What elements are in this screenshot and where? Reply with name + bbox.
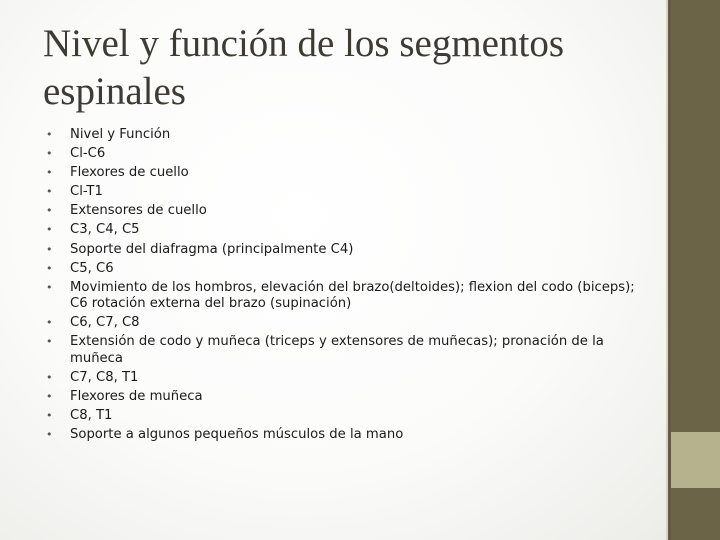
bullet-icon: • (46, 316, 53, 330)
list-item-text: Nivel y Función (70, 127, 171, 142)
bullet-icon: • (46, 166, 53, 180)
bullet-icon: • (46, 409, 53, 423)
list-item (46, 427, 651, 444)
list-item (46, 408, 651, 425)
bullet-icon: • (46, 223, 53, 237)
list-item (46, 242, 651, 259)
list-item-text: C7, C8, T1 (70, 370, 139, 386)
list-item (46, 389, 651, 406)
list-item (46, 261, 651, 278)
list-item-text: Movimiento de los hombros, elevación del brazo(deltoides); flexion del codo (biceps); C6 rotación externa del brazo (supinación) (70, 279, 635, 312)
sidebar-panel-bottom (671, 488, 720, 540)
slide-title: Nivel y función de los segmentos espinales (43, 22, 564, 113)
list-item-text: Soporte del diafragma (principalmente C4) (70, 241, 354, 257)
bullet-list (46, 127, 651, 446)
bullet-icon: • (46, 428, 53, 442)
bullet-icon: • (46, 390, 53, 404)
list-item-text: C3, C4, C5 (70, 222, 140, 238)
list-item (46, 315, 651, 332)
list-item (46, 222, 651, 239)
list-item-text: C8, T1 (70, 408, 113, 424)
decorative-sidebar (666, 0, 720, 540)
list-item-text: C6, C7, C8 (70, 315, 140, 331)
list-item (46, 184, 651, 201)
sidebar-accent-block (671, 432, 720, 488)
bullet-icon: • (46, 128, 53, 141)
bullet-icon: • (46, 185, 53, 199)
list-item-text: Cl-C6 (70, 146, 106, 162)
list-item (46, 146, 651, 163)
list-item-text: C5, C6 (70, 260, 114, 276)
list-item-text: Cl-T1 (70, 184, 103, 200)
sidebar-panel-top (671, 0, 720, 432)
list-item-text: Flexores de muñeca (70, 389, 203, 405)
list-item (46, 370, 651, 387)
bullet-icon: • (46, 242, 53, 256)
bullet-icon: • (46, 147, 53, 161)
bullet-icon: • (46, 280, 53, 294)
list-item-text: Extensión de codo y muñeca (triceps y extensores de muñecas); pronación de la muñeca (70, 334, 604, 366)
list-item-text: Flexores de cuello (70, 165, 189, 181)
list-item-text: Extensores de cuello (70, 203, 207, 219)
bullet-icon: • (46, 204, 53, 218)
list-item (46, 280, 651, 313)
sidebar-divider (666, 0, 668, 540)
list-item (46, 127, 651, 144)
list-item (46, 334, 651, 367)
bullet-icon: • (46, 371, 53, 385)
bullet-icon: • (46, 335, 53, 349)
list-item (46, 203, 651, 220)
list-item-text: Soporte a algunos pequeños músculos de la mano (70, 427, 404, 443)
bullet-icon: • (46, 261, 53, 275)
list-item (46, 165, 651, 182)
